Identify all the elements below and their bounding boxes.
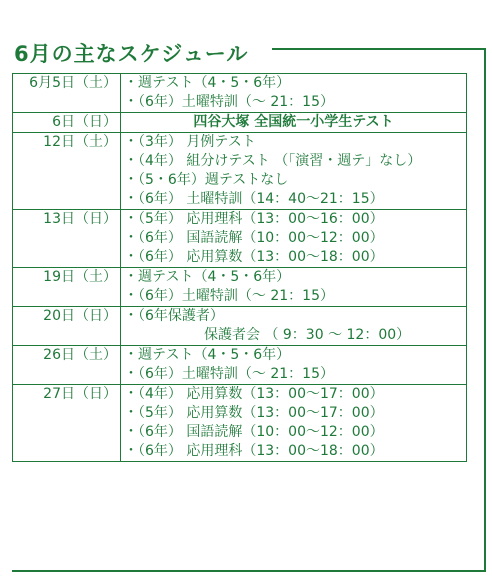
event-line: ・（6年） 国語読解（10：00～12：00） (124, 424, 384, 440)
event-cell (121, 113, 467, 133)
table-row (13, 268, 467, 307)
event-cell (121, 268, 467, 307)
event-line: ・週テスト（4・5・6年） (124, 75, 291, 91)
frame-top-line (272, 48, 486, 50)
event-cell (121, 307, 467, 346)
event-line: ・（6年）土曜特訓（～ 21：15） (124, 94, 334, 110)
table-row (13, 210, 467, 268)
event-line: ・（4年） 応用算数（13：00～17：00） (124, 386, 384, 402)
event-line: ・（6年） 国語読解（10：00～12：00） (124, 230, 384, 246)
date-cell: 6日（日） (13, 113, 121, 133)
event-line: ・（3年） 月例テスト (124, 134, 256, 150)
schedule-title: 6月の主なスケジュール (14, 42, 249, 66)
event-line: ・（6年保護者） (124, 308, 224, 324)
event-cell (121, 74, 467, 113)
frame-right-line (484, 48, 486, 572)
table-row (13, 74, 467, 113)
date-cell: 27日（日） (13, 385, 121, 462)
event-line: ・（6年） 土曜特訓（14：40～21：15） (124, 191, 384, 207)
event-line: ・（6年）土曜特訓（～ 21：15） (124, 288, 334, 304)
schedule-table (12, 73, 467, 462)
event-cell (121, 385, 467, 462)
table-row (13, 385, 467, 462)
event-line: ・（6年）土曜特訓（～ 21：15） (124, 366, 334, 382)
event-cell (121, 210, 467, 268)
date-cell: 19日（土） (13, 268, 121, 307)
table-row (13, 307, 467, 346)
date-cell: 6月5日（土） (13, 74, 121, 113)
table-row (13, 133, 467, 210)
event-cell (121, 133, 467, 210)
table-row (13, 113, 467, 133)
event-line: ・週テスト（4・5・6年） (124, 269, 291, 285)
event-cell (121, 346, 467, 385)
event-line: 保護者会 （ 9：30 ～ 12：00） (204, 327, 411, 343)
date-cell: 13日（日） (13, 210, 121, 268)
event-line: ・（6年） 応用算数（13：00～18：00） (124, 249, 384, 265)
frame-bottom-line (12, 570, 486, 572)
table-row (13, 346, 467, 385)
event-line: ・（6年） 応用理科（13：00～18：00） (124, 443, 384, 459)
event-line: ・（5・6年）週テストなし (124, 172, 289, 188)
event-line: ・週テスト（4・5・6年） (124, 347, 291, 363)
event-line: 四谷大塚 全国統一小学生テスト (193, 114, 394, 130)
date-cell: 12日（土） (13, 133, 121, 210)
event-line: ・（4年） 組分けテスト （「演習・週テ」なし） (124, 153, 422, 169)
date-cell: 26日（土） (13, 346, 121, 385)
event-line: ・（5年） 応用算数（13：00～17：00） (124, 405, 384, 421)
event-line: ・（5年） 応用理科（13：00～16：00） (124, 211, 384, 227)
date-cell: 20日（日） (13, 307, 121, 346)
